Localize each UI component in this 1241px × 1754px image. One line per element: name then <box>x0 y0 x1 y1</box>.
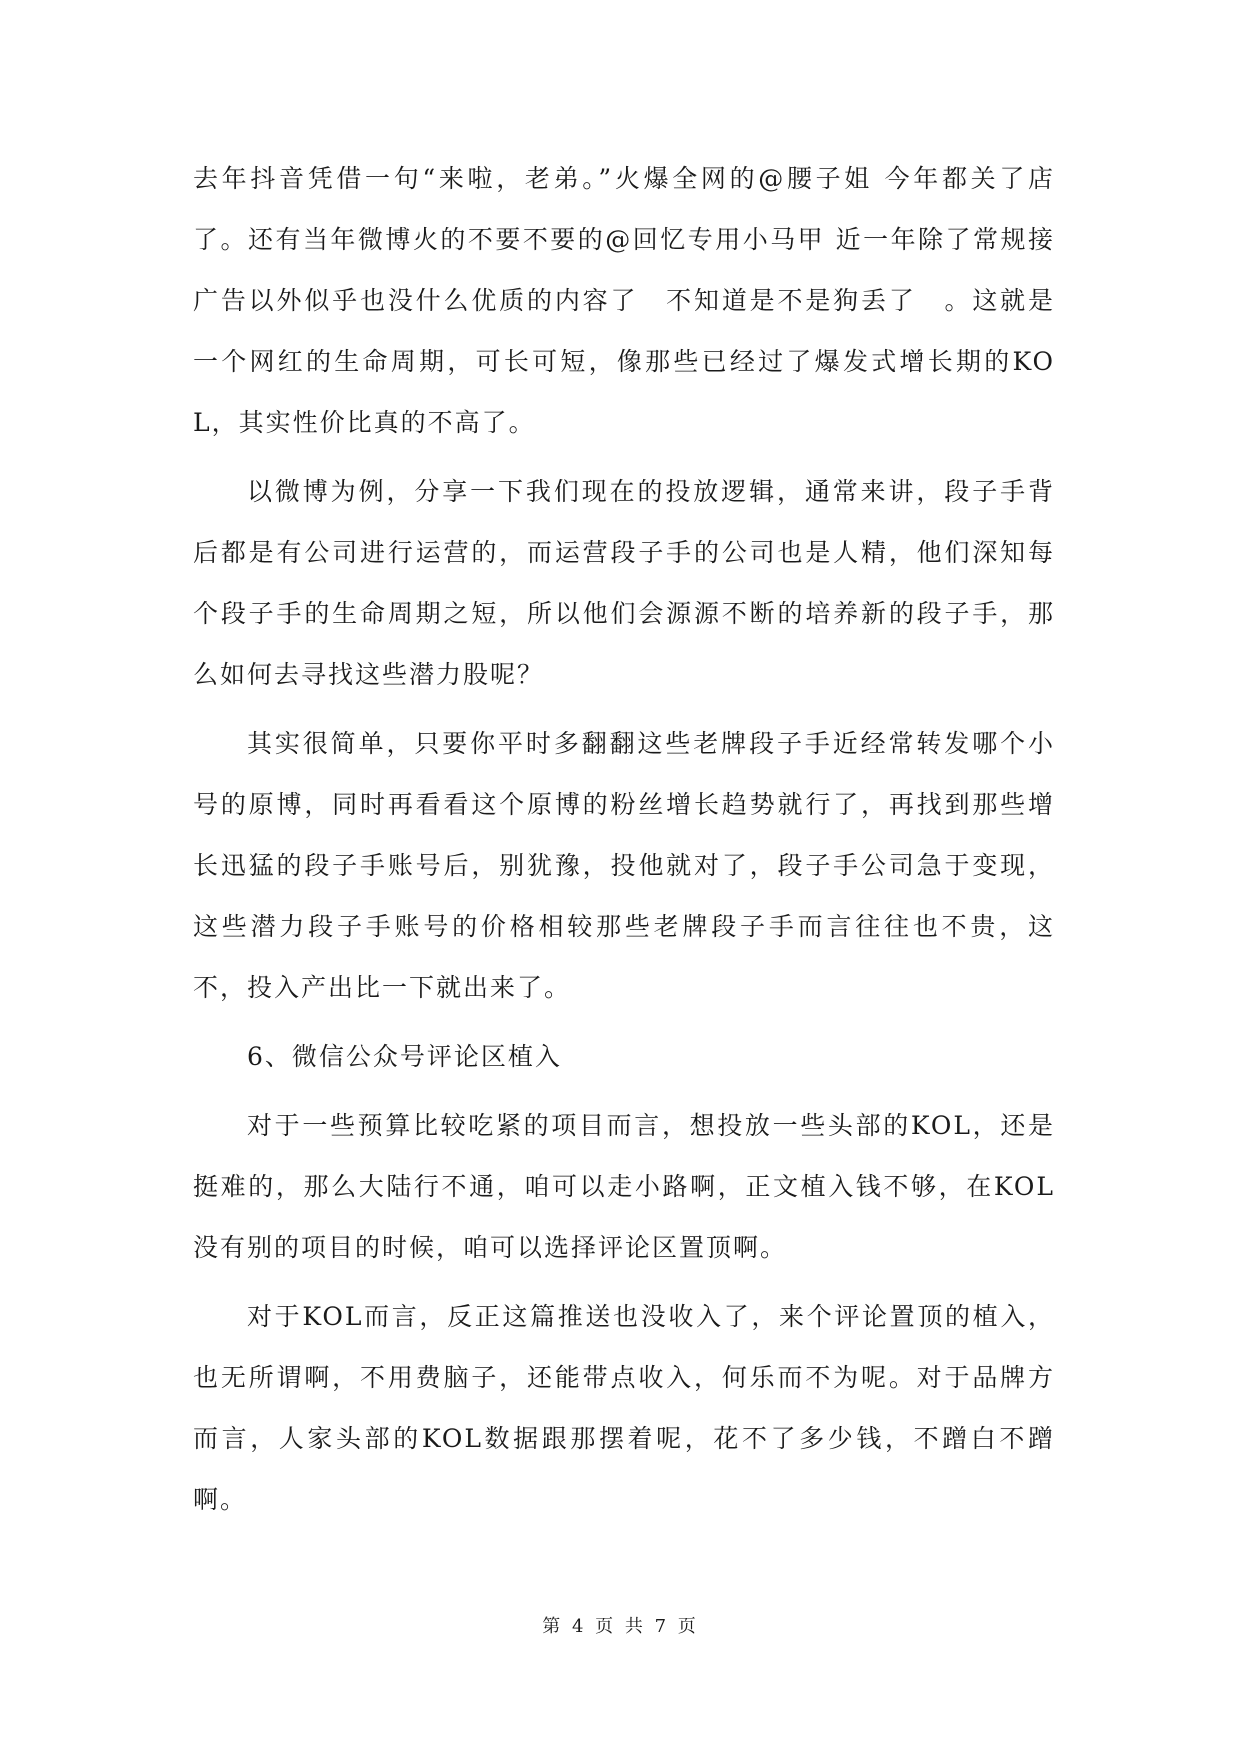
paragraph-2: 以微博为例，分享一下我们现在的投放逻辑，通常来讲，段子手背后都是有公司进行运营的，而运营段子手的公司也是人精，他们深知每个段子手的生命周期之短，所以他们会源源不断的培养新的段子手，那么如何去寻找这些潜力股呢？ <box>193 477 1055 689</box>
paragraph-3: 其实很简单，只要你平时多翻翻这些老牌段子手近经常转发哪个小号的原博，同时再看看这个原博的粉丝增长趋势就行了，再找到那些增长迅猛的段子手账号后，别犹豫，投他就对了，段子手公司急于变现，这些潜力段子手账号的价格相较那些老牌段子手而言往往也不贵，这不，投入产出比一下就出来了。 <box>193 729 1055 1002</box>
section-heading: 6、微信公众号评论区植入 <box>247 1042 562 1071</box>
paragraph-1: 去年抖音凭借一句“来啦，老弟。”火爆全网的@腰子姐 今年都关了店了。还有当年微博火的不要不要的@回忆专用小马甲 近一年除了常规接广告以外似乎也没什么优质的内容了 不知道是不是狗丢了 。这就是一个网红的生命周期，可长可短，像那些已经过了爆发式增长期的KOL，其实性价比真的不高了。 <box>193 164 1055 437</box>
document-body <box>193 148 1055 1538</box>
paragraph-5: 对于KOL而言，反正这篇推送也没收入了，来个评论置顶的植入，也无所谓啊，不用费脑子，还能带点收入，何乐而不为呢。对于品牌方而言，人家头部的KOL数据跟那摆着呢，花不了多少钱，不蹭白不蹭啊。 <box>193 1302 1055 1514</box>
page-footer: 第 4 页 共 7 页 <box>542 1616 699 1637</box>
paragraph-4: 对于一些预算比较吃紧的项目而言，想投放一些头部的KOL，还是挺难的，那么大陆行不通，咱可以走小路啊，正文植入钱不够，在KOL没有别的项目的时候，咱可以选择评论区置顶啊。 <box>193 1111 1055 1262</box>
